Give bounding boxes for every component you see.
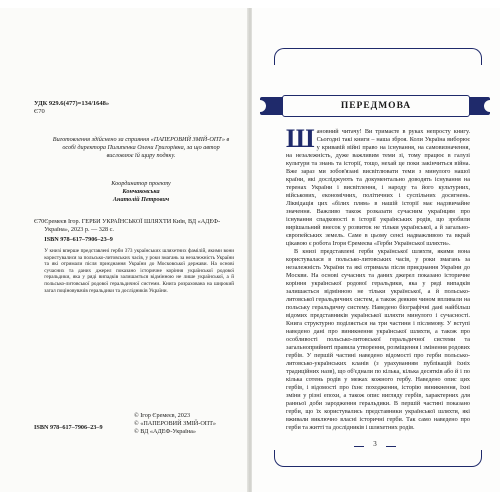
udk-code: УДК 929.6(477)=134/1648» (34, 100, 110, 107)
drop-cap: Ш (286, 124, 315, 153)
catalog-entry (34, 218, 234, 294)
page-title: ПЕРЕДМОВА (282, 95, 470, 117)
paragraph: В книзі представлені герби української шляхти, якими вона користувалася в польсько-литовських часів, у роки змагань за незалежність України та які отримала після приєднання України до Москви. На основі сучасних та даних джерел показано історичне коріння української родової геральдики, яка у ряді випадків залишається відмінною не тільки української, а й польсько-литовської геральдичних систем, а також деяким чином впливали на польську геральдичну систему. Наведено біографічні дані найбільш відомих представників української шляхти минулого і сучасності. Книга структурно поділяється на три частини і післямову. У вступі наведено дані про виникнення української шляхти, а також про особливості польсько-литовської геральдичної системи та загальноприйняті правила утворення, розміщення і змінення родових гербів. У першій частині наведено відомості про герби польсько-литовсько-українських кланів (з урахуванням публікацій їхніх традиційних назв), що об'єднали по кілька, кілька десятків або й і по кілька сотень родів у межах кожного гербу. Наведено опис цих гербів, і відомості про їхнє походження, історію виникнення, їхні зміни у різні епохи, а також опис вигляду гербів, характерних для ранньої доби зародження геральдики. В першій частині показано герби, що їх користувались представники української шляхти, які вживали виключно власні історичні герби. Так само наведено про герби та житті та дослідників і шляхетних родів. (286, 248, 470, 431)
copyright-publisher-1: © «ПАПЕРОВИЙ ЗМІЙ-ОПТ» (134, 420, 216, 428)
copyright-author: © Ігор Єремеєв, 2023 (134, 412, 191, 419)
production-credits: Виготовлення здійснено за сприяння «ПАПЕРОВИЙ ЗМІЙ-ОПТ» в особі директора Пилипенка Олени Григорівна, за що автор висловлює їй щиру подяку. (52, 136, 230, 160)
c-code: Є70 (34, 108, 45, 115)
isbn: ISBN 978–617–7906–23–9 (44, 236, 113, 243)
decorative-frame-top (274, 48, 482, 65)
udk-block (34, 100, 109, 116)
preface-text (286, 124, 470, 432)
annotation: У книзі вперше представлені герби 373 українських шляхетних фамілій, якими вони користувалися за польсько-литовських часів, у роки змагань за незалежність України та які отримали після приєднання України до Московської держави. На основі сучасних та даних джерел показано історичне коріння української родової геральдики, яка у ряді випадків залишається відмінною не лише української, а й польсько-литовської родової геральдичної системи. Книга розрахована на широкий загал поціновувачів геральдики та дослідників України. (44, 248, 234, 294)
coordinator-name-1: Кончаковська (122, 188, 160, 196)
catalog-text: Єремеєв Ігор. ГЕРБИ УКРАЇНСЬКОЇ ШЛЯХТИ Київ, ВД «АДЕФ-Україна», 2023 р. — 328 с. (44, 218, 221, 233)
coordinator-name-2: Анатолій Петрович (112, 196, 170, 204)
coordinator-label: Координатор проекту (111, 180, 171, 187)
copyright-page (0, 8, 248, 492)
copyright-isbn: ISBN 978–617–7906–23–9 (34, 424, 103, 431)
coordinator-block (52, 180, 230, 205)
page-number: 3 (364, 440, 386, 454)
decorative-frame-bottom (274, 450, 482, 467)
paragraph: ановний читачу! Ви тримаєте в руках непросту книгу. Сьогодні такі книги – наша зброя. Коли Україна виборює у кривавій війні право на існування, на самовизначення, на незалежність, дуже важливим теми зі, тому працює в галузі культури та знань та історії, тощо, нехай це поки закінчиться війна. Вже зараз ми зобов'язані висвітлювати теми з минулого нашої країни, які досліджують та документально доводять існування на теренах України і висвітлення, і народу та його культурних, військових, економічних, політичних і суспільних досягнень. Ліквідація цих «білих плям» в нашій історії має надзвичайне значення. Важливо також розказати сучасним українцям про існування спадковості в історії українських родів, що зробили вирішальний внесок у розвиток не тільки української, а й загально-європейських земель. Саме в цьому сенсі надважливою та вкрай цікавою є робота Ігоря Єремеєва «Герби Української шляхти». (286, 128, 470, 247)
preface-page (252, 8, 500, 492)
catalog-code: Є70 (34, 218, 45, 225)
copyright-publisher-2: © ВД «АДЕФ-Україна» (134, 428, 196, 436)
